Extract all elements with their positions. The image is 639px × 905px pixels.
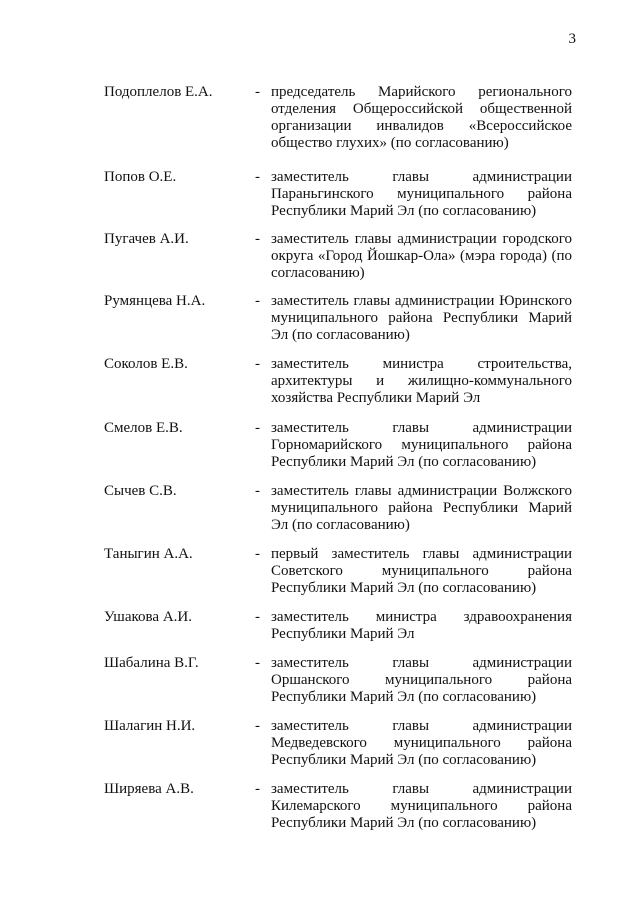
- list-item: [0, 293, 639, 353]
- member-position: заместитель главы администрации Горномарийского муниципального района Республики Марий Эл (по согласованию): [271, 420, 572, 470]
- member-position: заместитель главы администрации Юринского муниципального района Республики Марий Эл (по согласованию): [271, 293, 572, 343]
- member-position: председатель Марийского регионального отделения Общероссийской общественной организации инвалидов «Всероссийское общество глухих» (по согласованию): [271, 84, 572, 151]
- dash-separator: -: [255, 231, 260, 247]
- member-name: Смелов Е.В.: [104, 420, 183, 436]
- dash-separator: -: [255, 483, 260, 499]
- member-name: Шалагин Н.И.: [104, 718, 196, 734]
- member-position: заместитель министра строительства, архитектуры и жилищно-коммунального хозяйства Республики Марий Эл: [271, 356, 572, 406]
- dash-separator: -: [255, 169, 260, 185]
- list-item: [0, 84, 639, 151]
- dash-separator: -: [255, 84, 260, 100]
- dash-separator: -: [255, 293, 260, 309]
- member-position: заместитель главы администрации Параньгинского муниципального района Республики Марий Эл (по согласованию): [271, 169, 572, 219]
- dash-separator: -: [255, 356, 260, 372]
- member-name: Попов О.Е.: [104, 169, 177, 185]
- member-position: заместитель главы администрации Медведевского муниципального района Республики Марий Эл (по согласованию): [271, 718, 572, 768]
- member-name: Ширяева А.В.: [104, 781, 194, 797]
- list-item: [0, 781, 639, 841]
- member-name: Пугачев А.И.: [104, 231, 189, 247]
- list-item: [0, 546, 639, 606]
- member-position: заместитель министра здравоохранения Республики Марий Эл: [271, 609, 572, 642]
- list-item: [0, 655, 639, 715]
- member-name: Шабалина В.Г.: [104, 655, 199, 671]
- member-position: заместитель главы администрации Волжского муниципального района Республики Марий Эл (по согласованию): [271, 483, 572, 533]
- member-position: заместитель главы администрации городского округа «Город Йошкар-Ола» (мэра города) (по согласованию): [271, 231, 572, 281]
- member-position: заместитель главы администрации Килемарского муниципального района Республики Марий Эл (по согласованию): [271, 781, 572, 831]
- member-position: заместитель главы администрации Оршанского муниципального района Республики Марий Эл (по согласованию): [271, 655, 572, 705]
- list-item: [0, 483, 639, 543]
- dash-separator: -: [255, 655, 260, 671]
- dash-separator: -: [255, 609, 260, 625]
- list-item: [0, 718, 639, 778]
- dash-separator: -: [255, 546, 260, 562]
- dash-separator: -: [255, 420, 260, 436]
- list-item: [0, 420, 639, 480]
- list-item: [0, 169, 639, 229]
- member-position: первый заместитель главы администрации Советского муниципального района Республики Марий Эл (по согласованию): [271, 546, 572, 596]
- member-name: Соколов Е.В.: [104, 356, 188, 372]
- list-item: [0, 231, 639, 291]
- member-name: Сычев С.В.: [104, 483, 177, 499]
- member-name: Таныгин А.А.: [104, 546, 193, 562]
- member-name: Ушакова А.И.: [104, 609, 192, 625]
- member-name: Подоплелов Е.А.: [104, 84, 213, 100]
- member-name: Румянцева Н.А.: [104, 293, 206, 309]
- list-item: [0, 356, 639, 416]
- page-number: 3: [568, 31, 576, 47]
- dash-separator: -: [255, 781, 260, 797]
- dash-separator: -: [255, 718, 260, 734]
